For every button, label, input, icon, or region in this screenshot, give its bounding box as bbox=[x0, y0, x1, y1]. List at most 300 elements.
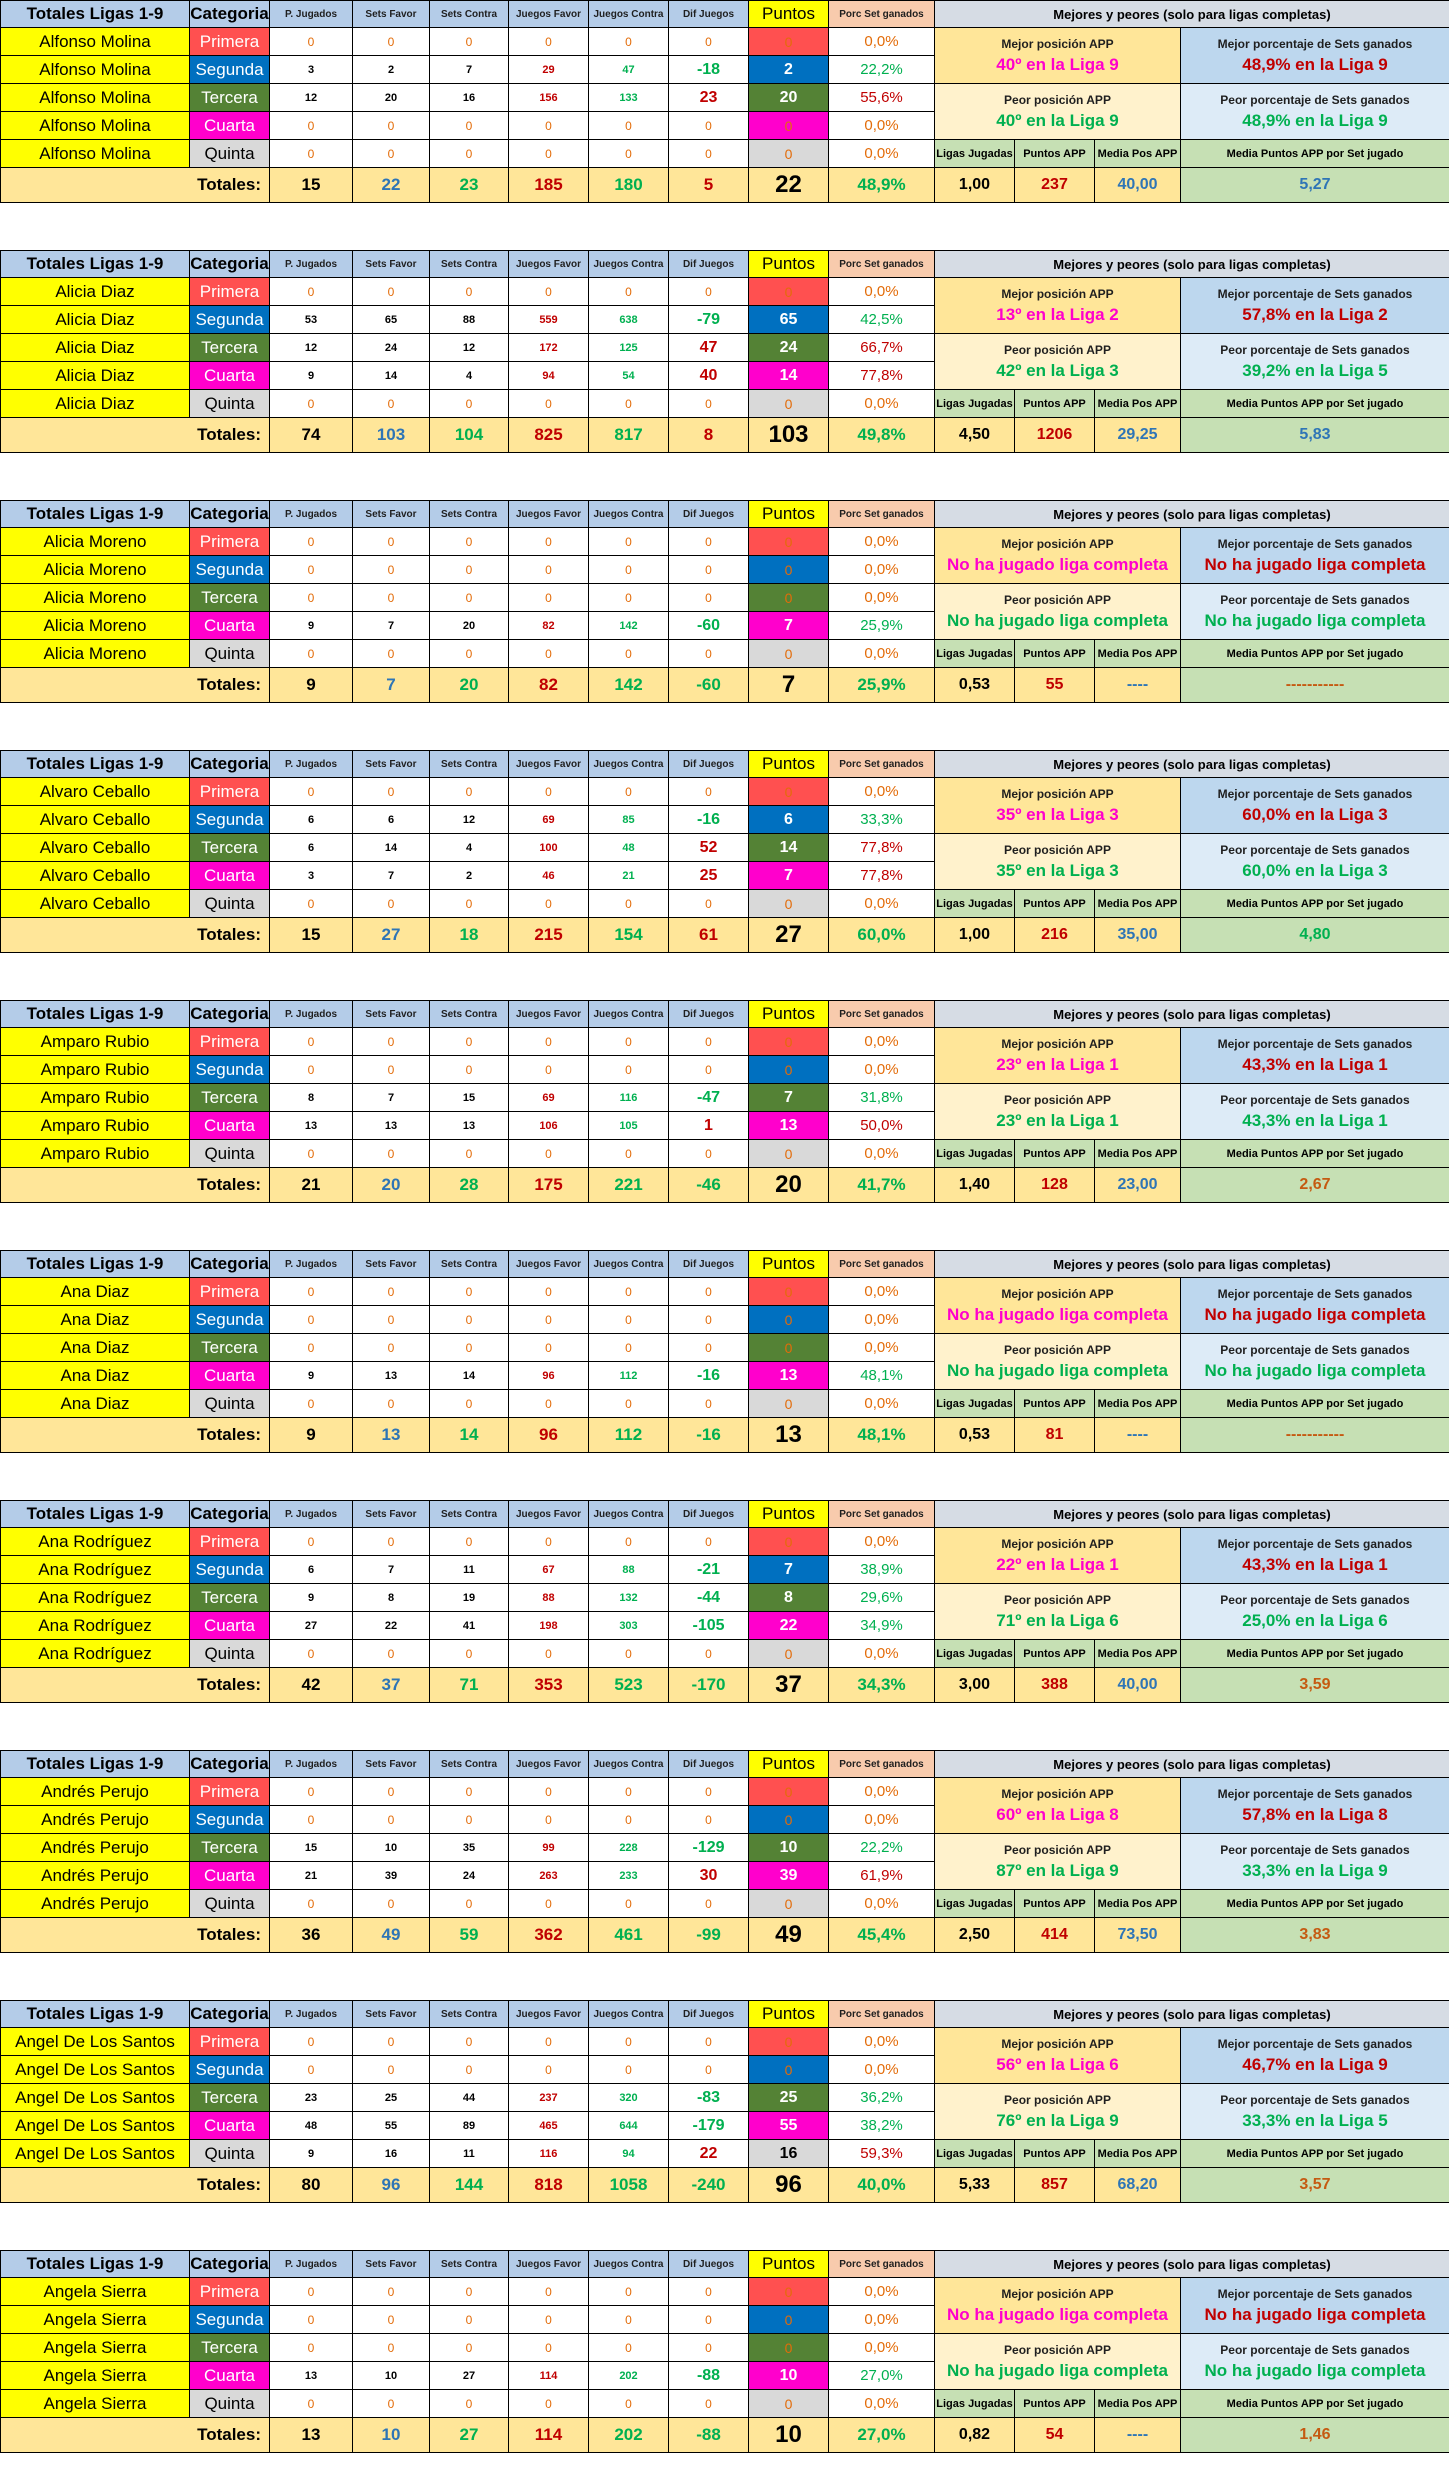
stat-cell: 0 bbox=[430, 2334, 509, 2362]
header-porc: Porc Set ganados bbox=[829, 2001, 935, 2028]
mejor-posicion-value: 13º en la Liga 2 bbox=[935, 305, 1180, 325]
stat-cell: 0 bbox=[270, 278, 353, 306]
puntos-cell: 20 bbox=[749, 84, 829, 112]
mejor-posicion-panel bbox=[935, 1278, 1181, 1334]
header-categoria: Categoria bbox=[190, 1251, 270, 1278]
header-juegos-contra: Juegos Contra bbox=[589, 1251, 669, 1278]
header-sets-contra: Sets Contra bbox=[430, 1001, 509, 1028]
header-title: Totales Ligas 1-9 bbox=[1, 1, 190, 28]
header-juegos-favor: Juegos Favor bbox=[509, 2251, 589, 2278]
header-juegos-favor: Juegos Favor bbox=[509, 751, 589, 778]
stat-cell: 22 bbox=[353, 1612, 430, 1640]
stat-cell: 0 bbox=[353, 556, 430, 584]
total-jugados: 21 bbox=[270, 1168, 353, 1203]
stat-cell: 46 bbox=[509, 862, 589, 890]
porc-cell: 38,9% bbox=[829, 1556, 935, 1584]
stat-cell: 0 bbox=[270, 390, 353, 418]
media-puntos-value: 5,83 bbox=[1181, 418, 1449, 453]
peor-posicion-value: 87º en la Liga 9 bbox=[935, 1861, 1180, 1881]
header-sets-favor: Sets Favor bbox=[353, 501, 430, 528]
porc-cell: 77,8% bbox=[829, 362, 935, 390]
total-dif-juegos: -99 bbox=[669, 1918, 749, 1953]
mejor-porcentaje-label: Mejor porcentaje de Sets ganados bbox=[1181, 287, 1449, 301]
puntos-cell: 2 bbox=[749, 56, 829, 84]
total-dif-juegos: -88 bbox=[669, 2418, 749, 2453]
category-primera: Primera bbox=[190, 2278, 270, 2306]
header-puntos: Puntos bbox=[749, 501, 829, 528]
category-quinta: Quinta bbox=[190, 1390, 270, 1418]
stat-cell: 44 bbox=[430, 2084, 509, 2112]
total-juegos-favor: 215 bbox=[509, 918, 589, 953]
category-tercera: Tercera bbox=[190, 1584, 270, 1612]
ligas-jugadas-value: 0,53 bbox=[935, 668, 1015, 703]
puntos-cell: 7 bbox=[749, 862, 829, 890]
media-pos-app-value: 23,00 bbox=[1095, 1168, 1181, 1203]
puntos-cell: 0 bbox=[749, 1390, 829, 1418]
puntos-app-label: Puntos APP bbox=[1015, 140, 1095, 168]
total-sets-favor: 37 bbox=[353, 1668, 430, 1703]
stat-cell: 0 bbox=[353, 1890, 430, 1918]
peor-porcentaje-value: 25,0% en la Liga 6 bbox=[1181, 1611, 1449, 1631]
header-mejores: Mejores y peores (solo para ligas completas) bbox=[935, 2251, 1449, 2278]
stat-cell: 0 bbox=[589, 1140, 669, 1168]
porc-cell: 0,0% bbox=[829, 1140, 935, 1168]
stat-cell: 106 bbox=[509, 1112, 589, 1140]
header-porc: Porc Set ganados bbox=[829, 251, 935, 278]
stat-cell: 41 bbox=[430, 1612, 509, 1640]
stat-cell: 0 bbox=[353, 640, 430, 668]
puntos-cell: 0 bbox=[749, 2390, 829, 2418]
total-sets-contra: 144 bbox=[430, 2168, 509, 2203]
peor-porcentaje-panel bbox=[1181, 1084, 1449, 1140]
porc-cell: 0,0% bbox=[829, 2334, 935, 2362]
media-puntos-value: ----------- bbox=[1181, 668, 1449, 703]
header-sets-favor: Sets Favor bbox=[353, 251, 430, 278]
porc-cell: 0,0% bbox=[829, 1528, 935, 1556]
stat-cell: 0 bbox=[509, 1028, 589, 1056]
dif-juegos-cell: 0 bbox=[669, 1528, 749, 1556]
puntos-app-value: 54 bbox=[1015, 2418, 1095, 2453]
stat-cell: 112 bbox=[589, 1362, 669, 1390]
header-juegos-favor: Juegos Favor bbox=[509, 251, 589, 278]
puntos-app-label: Puntos APP bbox=[1015, 2140, 1095, 2168]
stat-cell: 0 bbox=[509, 890, 589, 918]
puntos-cell: 0 bbox=[749, 584, 829, 612]
stat-cell: 0 bbox=[430, 528, 509, 556]
media-pos-app-label: Media Pos APP bbox=[1095, 1890, 1181, 1918]
stat-cell: 156 bbox=[509, 84, 589, 112]
puntos-cell: 7 bbox=[749, 1556, 829, 1584]
stat-cell: 14 bbox=[353, 834, 430, 862]
stat-cell: 6 bbox=[270, 1556, 353, 1584]
total-puntos: 20 bbox=[749, 1168, 829, 1203]
stat-cell: 12 bbox=[430, 334, 509, 362]
dif-juegos-cell: 23 bbox=[669, 84, 749, 112]
peor-porcentaje-label: Peor porcentaje de Sets ganados bbox=[1181, 1593, 1449, 1607]
header-porc: Porc Set ganados bbox=[829, 2251, 935, 2278]
puntos-cell: 55 bbox=[749, 2112, 829, 2140]
totales-label: Totales: bbox=[1, 418, 270, 453]
dif-juegos-cell: 47 bbox=[669, 334, 749, 362]
puntos-app-label: Puntos APP bbox=[1015, 1890, 1095, 1918]
dif-juegos-cell: 0 bbox=[669, 1778, 749, 1806]
mejor-porcentaje-panel bbox=[1181, 278, 1449, 334]
stat-cell: 116 bbox=[509, 2140, 589, 2168]
peor-porcentaje-value: No ha jugado liga completa bbox=[1181, 1361, 1449, 1381]
dif-juegos-cell: 0 bbox=[669, 1640, 749, 1668]
peor-porcentaje-label: Peor porcentaje de Sets ganados bbox=[1181, 843, 1449, 857]
header-dif-juegos: Dif Juegos bbox=[669, 1501, 749, 1528]
peor-posicion-value: 42º en la Liga 3 bbox=[935, 361, 1180, 381]
puntos-app-value: 128 bbox=[1015, 1168, 1095, 1203]
player-block bbox=[0, 2250, 1449, 2472]
dif-juegos-cell: 0 bbox=[669, 890, 749, 918]
player-table bbox=[0, 500, 1449, 703]
mejor-posicion-value: 35º en la Liga 3 bbox=[935, 805, 1180, 825]
dif-juegos-cell: 0 bbox=[669, 1806, 749, 1834]
stat-cell: 0 bbox=[509, 1334, 589, 1362]
player-name: Angela Sierra bbox=[1, 2390, 190, 2418]
header-mejores: Mejores y peores (solo para ligas completas) bbox=[935, 251, 1449, 278]
stat-cell: 0 bbox=[589, 1806, 669, 1834]
header-juegos-favor: Juegos Favor bbox=[509, 1501, 589, 1528]
mejor-posicion-label: Mejor posición APP bbox=[935, 2037, 1180, 2051]
stat-cell: 0 bbox=[509, 2334, 589, 2362]
mejor-porcentaje-panel bbox=[1181, 778, 1449, 834]
mejor-posicion-panel bbox=[935, 2028, 1181, 2084]
mejor-porcentaje-panel bbox=[1181, 528, 1449, 584]
dif-juegos-cell: 0 bbox=[669, 1140, 749, 1168]
dif-juegos-cell: 0 bbox=[669, 2028, 749, 2056]
total-puntos: 49 bbox=[749, 1918, 829, 1953]
peor-posicion-panel bbox=[935, 2084, 1181, 2140]
category-primera: Primera bbox=[190, 278, 270, 306]
player-name: Ana Diaz bbox=[1, 1334, 190, 1362]
peor-porcentaje-panel bbox=[1181, 2334, 1449, 2390]
stat-cell: 0 bbox=[353, 528, 430, 556]
header-sets-contra: Sets Contra bbox=[430, 1501, 509, 1528]
header-title: Totales Ligas 1-9 bbox=[1, 501, 190, 528]
dif-juegos-cell: 25 bbox=[669, 862, 749, 890]
header-dif-juegos: Dif Juegos bbox=[669, 2251, 749, 2278]
stat-cell: 114 bbox=[509, 2362, 589, 2390]
mejor-porcentaje-value: 48,9% en la Liga 9 bbox=[1181, 55, 1449, 75]
category-cuarta: Cuarta bbox=[190, 112, 270, 140]
header-title: Totales Ligas 1-9 bbox=[1, 751, 190, 778]
mejor-porcentaje-value: No ha jugado liga completa bbox=[1181, 1305, 1449, 1325]
puntos-app-value: 55 bbox=[1015, 668, 1095, 703]
media-pos-app-value: 40,00 bbox=[1095, 1668, 1181, 1703]
stat-cell: 0 bbox=[589, 390, 669, 418]
puntos-cell: 0 bbox=[749, 140, 829, 168]
category-cuarta: Cuarta bbox=[190, 2362, 270, 2390]
dif-juegos-cell: 0 bbox=[669, 278, 749, 306]
porc-cell: 0,0% bbox=[829, 140, 935, 168]
porc-cell: 0,0% bbox=[829, 1056, 935, 1084]
total-puntos: 13 bbox=[749, 1418, 829, 1453]
mejor-posicion-label: Mejor posición APP bbox=[935, 537, 1180, 551]
stat-cell: 0 bbox=[430, 778, 509, 806]
stat-cell: 0 bbox=[353, 1640, 430, 1668]
total-porc: 49,8% bbox=[829, 418, 935, 453]
stat-cell: 21 bbox=[589, 862, 669, 890]
dif-juegos-cell: 52 bbox=[669, 834, 749, 862]
category-tercera: Tercera bbox=[190, 2334, 270, 2362]
media-puntos-label: Media Puntos APP por Set jugado bbox=[1181, 640, 1449, 668]
peor-posicion-label: Peor posición APP bbox=[935, 1343, 1180, 1357]
porc-cell: 31,8% bbox=[829, 1084, 935, 1112]
stat-cell: 0 bbox=[430, 2278, 509, 2306]
stat-cell: 0 bbox=[270, 1890, 353, 1918]
header-puntos: Puntos bbox=[749, 1, 829, 28]
stat-cell: 0 bbox=[509, 390, 589, 418]
category-tercera: Tercera bbox=[190, 584, 270, 612]
peor-porcentaje-value: 43,3% en la Liga 1 bbox=[1181, 1111, 1449, 1131]
total-juegos-favor: 825 bbox=[509, 418, 589, 453]
player-name: Alicia Diaz bbox=[1, 362, 190, 390]
stat-cell: 0 bbox=[589, 278, 669, 306]
peor-posicion-panel bbox=[935, 1834, 1181, 1890]
dif-juegos-cell: -179 bbox=[669, 2112, 749, 2140]
media-puntos-label: Media Puntos APP por Set jugado bbox=[1181, 1890, 1449, 1918]
stat-cell: 16 bbox=[353, 2140, 430, 2168]
header-sets-favor: Sets Favor bbox=[353, 1, 430, 28]
total-juegos-contra: 142 bbox=[589, 668, 669, 703]
media-puntos-value: 3,83 bbox=[1181, 1918, 1449, 1953]
player-name: Andrés Perujo bbox=[1, 1806, 190, 1834]
header-sets-favor: Sets Favor bbox=[353, 1501, 430, 1528]
header-mejores: Mejores y peores (solo para ligas completas) bbox=[935, 1, 1449, 28]
player-name: Ana Rodríguez bbox=[1, 1556, 190, 1584]
puntos-cell: 14 bbox=[749, 362, 829, 390]
ligas-jugadas-value: 1,00 bbox=[935, 918, 1015, 953]
player-name: Ana Rodríguez bbox=[1, 1528, 190, 1556]
puntos-app-label: Puntos APP bbox=[1015, 890, 1095, 918]
header-categoria: Categoria bbox=[190, 1, 270, 28]
category-tercera: Tercera bbox=[190, 84, 270, 112]
puntos-app-label: Puntos APP bbox=[1015, 1140, 1095, 1168]
mejor-posicion-value: 60º en la Liga 8 bbox=[935, 1805, 1180, 1825]
player-name: Alvaro Ceballo bbox=[1, 806, 190, 834]
stat-cell: 0 bbox=[589, 778, 669, 806]
header-porc: Porc Set ganados bbox=[829, 1501, 935, 1528]
player-table bbox=[0, 1250, 1449, 1453]
total-jugados: 15 bbox=[270, 168, 353, 203]
media-pos-app-label: Media Pos APP bbox=[1095, 1140, 1181, 1168]
stat-cell: 0 bbox=[509, 1778, 589, 1806]
header-jugados: P. Jugados bbox=[270, 1751, 353, 1778]
peor-posicion-value: No ha jugado liga completa bbox=[935, 611, 1180, 631]
total-juegos-contra: 180 bbox=[589, 168, 669, 203]
stat-cell: 21 bbox=[270, 1862, 353, 1890]
mejor-posicion-panel bbox=[935, 28, 1181, 84]
stat-cell: 0 bbox=[270, 890, 353, 918]
stat-cell: 0 bbox=[430, 140, 509, 168]
stat-cell: 0 bbox=[430, 1140, 509, 1168]
ligas-jugadas-label: Ligas Jugadas bbox=[935, 1890, 1015, 1918]
puntos-cell: 0 bbox=[749, 1028, 829, 1056]
stat-cell: 0 bbox=[270, 640, 353, 668]
total-dif-juegos: -170 bbox=[669, 1668, 749, 1703]
porc-cell: 0,0% bbox=[829, 528, 935, 556]
puntos-cell: 0 bbox=[749, 2306, 829, 2334]
player-name: Amparo Rubio bbox=[1, 1112, 190, 1140]
media-puntos-value: 2,67 bbox=[1181, 1168, 1449, 1203]
total-porc: 25,9% bbox=[829, 668, 935, 703]
puntos-app-label: Puntos APP bbox=[1015, 1640, 1095, 1668]
stat-cell: 13 bbox=[270, 1112, 353, 1140]
peor-posicion-panel bbox=[935, 1584, 1181, 1640]
mejor-porcentaje-label: Mejor porcentaje de Sets ganados bbox=[1181, 537, 1449, 551]
mejor-porcentaje-panel bbox=[1181, 2278, 1449, 2334]
stat-cell: 0 bbox=[589, 1028, 669, 1056]
stat-cell: 233 bbox=[589, 1862, 669, 1890]
header-categoria: Categoria bbox=[190, 501, 270, 528]
player-name: Andrés Perujo bbox=[1, 1862, 190, 1890]
total-porc: 45,4% bbox=[829, 1918, 935, 1953]
total-juegos-favor: 114 bbox=[509, 2418, 589, 2453]
header-sets-contra: Sets Contra bbox=[430, 1751, 509, 1778]
stat-cell: 0 bbox=[353, 1806, 430, 1834]
total-jugados: 13 bbox=[270, 2418, 353, 2453]
peor-posicion-panel bbox=[935, 834, 1181, 890]
stat-cell: 638 bbox=[589, 306, 669, 334]
media-puntos-label: Media Puntos APP por Set jugado bbox=[1181, 140, 1449, 168]
header-sets-contra: Sets Contra bbox=[430, 1, 509, 28]
ligas-jugadas-label: Ligas Jugadas bbox=[935, 2390, 1015, 2418]
puntos-cell: 22 bbox=[749, 1612, 829, 1640]
header-categoria: Categoria bbox=[190, 2001, 270, 2028]
total-sets-favor: 7 bbox=[353, 668, 430, 703]
totales-label: Totales: bbox=[1, 668, 270, 703]
puntos-cell: 0 bbox=[749, 390, 829, 418]
dif-juegos-cell: 0 bbox=[669, 112, 749, 140]
stat-cell: 0 bbox=[270, 2390, 353, 2418]
total-puntos: 22 bbox=[749, 168, 829, 203]
total-juegos-contra: 817 bbox=[589, 418, 669, 453]
header-mejores: Mejores y peores (solo para ligas completas) bbox=[935, 1501, 1449, 1528]
ligas-jugadas-label: Ligas Jugadas bbox=[935, 2140, 1015, 2168]
puntos-app-value: 388 bbox=[1015, 1668, 1095, 1703]
mejor-porcentaje-label: Mejor porcentaje de Sets ganados bbox=[1181, 1787, 1449, 1801]
mejor-porcentaje-label: Mejor porcentaje de Sets ganados bbox=[1181, 787, 1449, 801]
puntos-cell: 10 bbox=[749, 2362, 829, 2390]
media-pos-app-value: 29,25 bbox=[1095, 418, 1181, 453]
player-block bbox=[0, 750, 1449, 972]
porc-cell: 0,0% bbox=[829, 1806, 935, 1834]
total-juegos-contra: 461 bbox=[589, 1918, 669, 1953]
player-name: Andrés Perujo bbox=[1, 1778, 190, 1806]
stat-cell: 0 bbox=[270, 140, 353, 168]
dif-juegos-cell: 0 bbox=[669, 2390, 749, 2418]
category-cuarta: Cuarta bbox=[190, 2112, 270, 2140]
ligas-jugadas-label: Ligas Jugadas bbox=[935, 1390, 1015, 1418]
stat-cell: 0 bbox=[270, 2306, 353, 2334]
porc-cell: 59,3% bbox=[829, 2140, 935, 2168]
stat-cell: 27 bbox=[270, 1612, 353, 1640]
stat-cell: 0 bbox=[589, 1390, 669, 1418]
player-name: Ana Rodríguez bbox=[1, 1612, 190, 1640]
puntos-app-value: 414 bbox=[1015, 1918, 1095, 1953]
stat-cell: 48 bbox=[589, 834, 669, 862]
header-categoria: Categoria bbox=[190, 1751, 270, 1778]
media-pos-app-label: Media Pos APP bbox=[1095, 140, 1181, 168]
puntos-cell: 0 bbox=[749, 1890, 829, 1918]
mejor-porcentaje-panel bbox=[1181, 1278, 1449, 1334]
category-segunda: Segunda bbox=[190, 556, 270, 584]
stat-cell: 0 bbox=[509, 278, 589, 306]
player-name: Ana Diaz bbox=[1, 1362, 190, 1390]
total-jugados: 42 bbox=[270, 1668, 353, 1703]
total-dif-juegos: -16 bbox=[669, 1418, 749, 1453]
puntos-cell: 0 bbox=[749, 528, 829, 556]
category-segunda: Segunda bbox=[190, 2306, 270, 2334]
porc-cell: 0,0% bbox=[829, 2390, 935, 2418]
peor-porcentaje-value: No ha jugado liga completa bbox=[1181, 611, 1449, 631]
dif-juegos-cell: 0 bbox=[669, 1278, 749, 1306]
stat-cell: 132 bbox=[589, 1584, 669, 1612]
ligas-jugadas-label: Ligas Jugadas bbox=[935, 1140, 1015, 1168]
porc-cell: 0,0% bbox=[829, 1028, 935, 1056]
stat-cell: 0 bbox=[509, 1278, 589, 1306]
player-name: Alvaro Ceballo bbox=[1, 834, 190, 862]
total-dif-juegos: -46 bbox=[669, 1168, 749, 1203]
stat-cell: 0 bbox=[589, 1278, 669, 1306]
mejor-posicion-panel bbox=[935, 1528, 1181, 1584]
puntos-app-value: 857 bbox=[1015, 2168, 1095, 2203]
porc-cell: 0,0% bbox=[829, 584, 935, 612]
stat-cell: 105 bbox=[589, 1112, 669, 1140]
puntos-app-label: Puntos APP bbox=[1015, 390, 1095, 418]
mejor-porcentaje-value: No ha jugado liga completa bbox=[1181, 2305, 1449, 2325]
stat-cell: 172 bbox=[509, 334, 589, 362]
mejor-posicion-panel bbox=[935, 1028, 1181, 1084]
porc-cell: 0,0% bbox=[829, 1306, 935, 1334]
peor-posicion-value: No ha jugado liga completa bbox=[935, 1361, 1180, 1381]
peor-posicion-panel bbox=[935, 84, 1181, 140]
stat-cell: 20 bbox=[430, 612, 509, 640]
puntos-cell: 0 bbox=[749, 2278, 829, 2306]
header-categoria: Categoria bbox=[190, 751, 270, 778]
player-table bbox=[0, 2250, 1449, 2453]
category-tercera: Tercera bbox=[190, 1834, 270, 1862]
header-porc: Porc Set ganados bbox=[829, 751, 935, 778]
peor-posicion-panel bbox=[935, 2334, 1181, 2390]
category-primera: Primera bbox=[190, 1528, 270, 1556]
header-mejores: Mejores y peores (solo para ligas completas) bbox=[935, 1001, 1449, 1028]
header-juegos-contra: Juegos Contra bbox=[589, 2001, 669, 2028]
header-mejores: Mejores y peores (solo para ligas completas) bbox=[935, 751, 1449, 778]
mejor-posicion-panel bbox=[935, 528, 1181, 584]
category-segunda: Segunda bbox=[190, 1806, 270, 1834]
puntos-cell: 0 bbox=[749, 1278, 829, 1306]
header-puntos: Puntos bbox=[749, 251, 829, 278]
stat-cell: 0 bbox=[353, 1140, 430, 1168]
stat-cell: 89 bbox=[430, 2112, 509, 2140]
stat-cell: 0 bbox=[430, 1528, 509, 1556]
player-name: Ana Diaz bbox=[1, 1306, 190, 1334]
header-puntos: Puntos bbox=[749, 1001, 829, 1028]
player-table bbox=[0, 250, 1449, 453]
header-jugados: P. Jugados bbox=[270, 1, 353, 28]
stat-cell: 320 bbox=[589, 2084, 669, 2112]
media-puntos-value: ----------- bbox=[1181, 1418, 1449, 1453]
stat-cell: 0 bbox=[589, 28, 669, 56]
mejor-porcentaje-label: Mejor porcentaje de Sets ganados bbox=[1181, 1287, 1449, 1301]
porc-cell: 25,9% bbox=[829, 612, 935, 640]
ligas-jugadas-label: Ligas Jugadas bbox=[935, 640, 1015, 668]
stat-cell: 3 bbox=[270, 862, 353, 890]
